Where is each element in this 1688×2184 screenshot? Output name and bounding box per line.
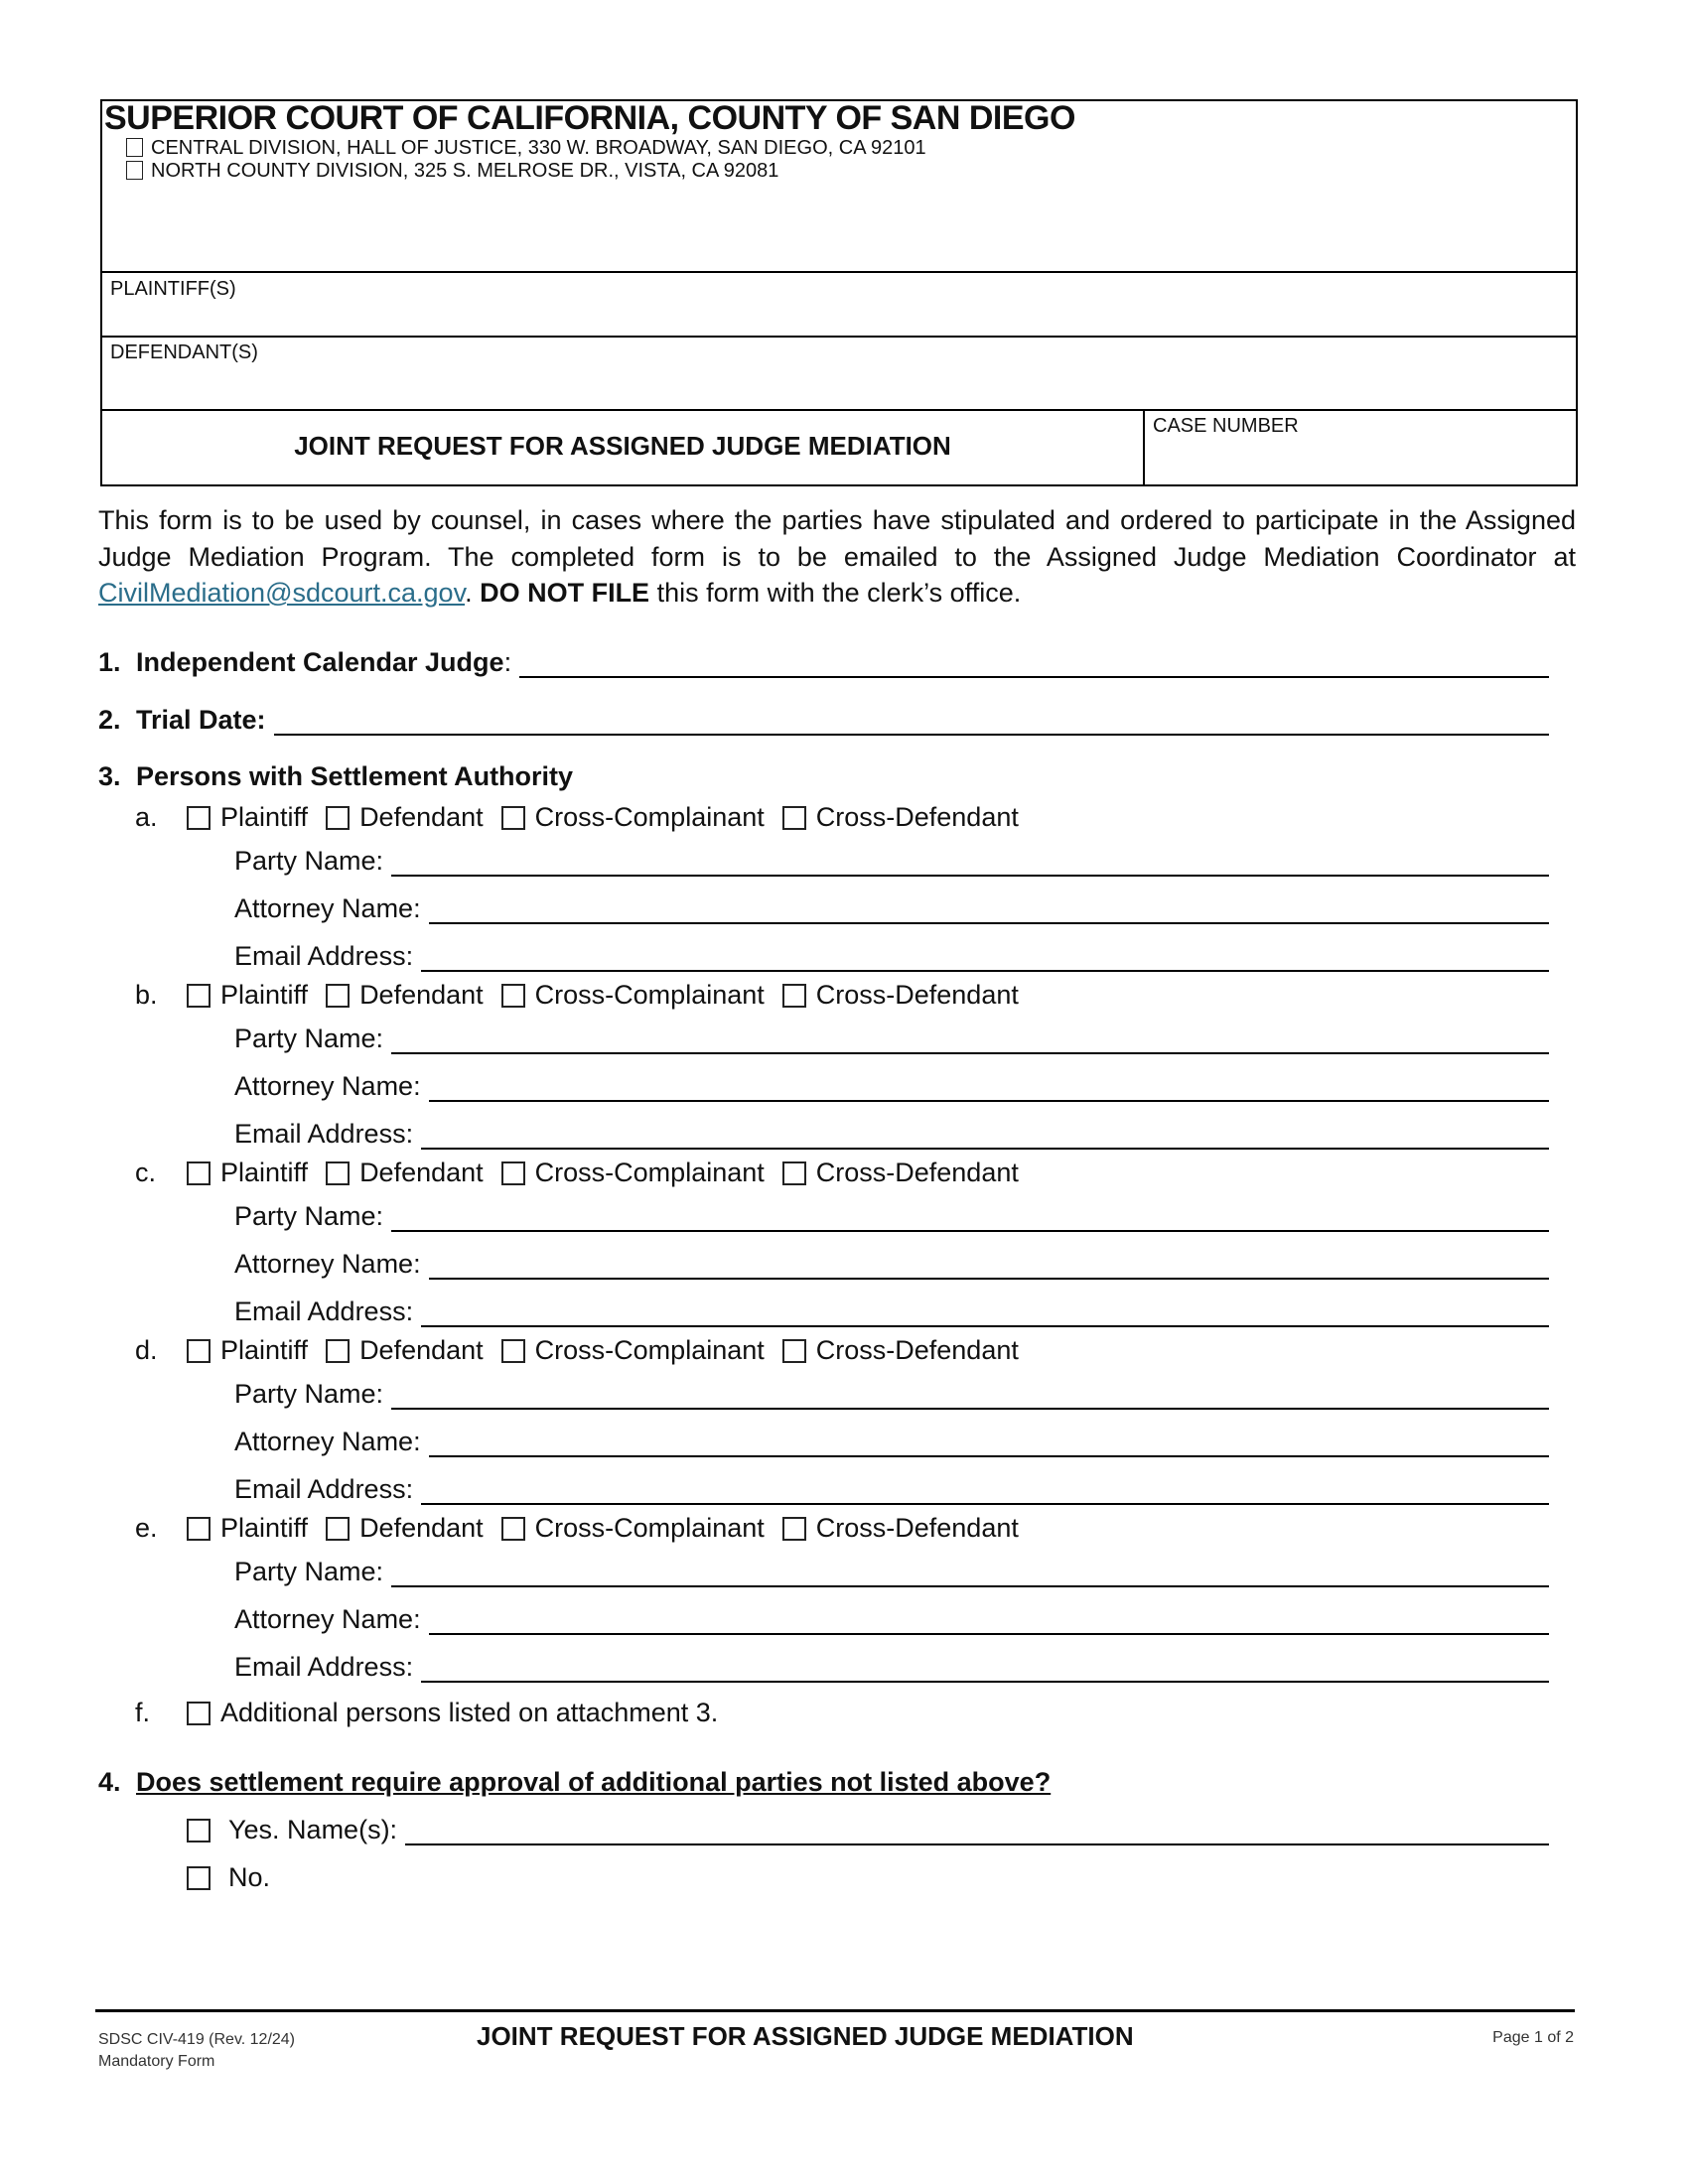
intro-text-sep: . <box>465 578 481 608</box>
party-letter: d. <box>135 1335 158 1365</box>
role-option <box>187 1335 308 1366</box>
do-not-file-warning: DO NOT FILE <box>480 578 650 608</box>
email-address-field[interactable] <box>421 1122 1549 1150</box>
attorney-name-field[interactable] <box>429 1430 1549 1457</box>
role-label: Plaintiff <box>220 1335 309 1365</box>
email-address-field[interactable] <box>421 1299 1549 1327</box>
role-checkbox-defendant[interactable] <box>326 984 350 1008</box>
footer-title: JOINT REQUEST FOR ASSIGNED JUDGE MEDIATION <box>477 2021 1134 2051</box>
plaintiff-field[interactable] <box>102 300 1576 334</box>
field-label: Attorney Name: <box>234 1427 421 1456</box>
field-label: Party Name: <box>234 846 384 876</box>
field-label: Attorney Name: <box>234 1249 421 1279</box>
field-label: Party Name: <box>234 1379 384 1409</box>
attorney-name-field[interactable] <box>429 1607 1549 1635</box>
field-label: Attorney Name: <box>234 1071 421 1101</box>
item-1-number: 1. <box>98 647 121 677</box>
coordinator-email-link[interactable]: CivilMediation@sdcourt.ca.gov <box>98 578 466 608</box>
court-name: SUPERIOR COURT OF CALIFORNIA, COUNTY OF SAN DIEGO <box>104 99 1075 137</box>
role-option <box>501 802 765 833</box>
independent-calendar-judge-field[interactable] <box>519 650 1549 678</box>
intro-text-end: this form with the clerk’s office. <box>649 578 1022 608</box>
party-letter: e. <box>135 1513 158 1543</box>
item-1-label: Independent Calendar Judge <box>136 647 504 677</box>
role-option <box>326 1158 484 1188</box>
central-division-checkbox[interactable] <box>126 138 143 157</box>
role-checkbox-defendant[interactable] <box>326 1339 350 1363</box>
role-label: Cross-Defendant <box>815 802 1019 832</box>
trial-date-field[interactable] <box>274 708 1549 736</box>
party-3-field-row <box>234 1474 1549 1505</box>
role-checkbox-plaintiff[interactable] <box>187 1161 211 1185</box>
case-number-label: CASE NUMBER <box>1153 415 1299 437</box>
party-0-field-row <box>234 846 1549 877</box>
field-label: Party Name: <box>234 1201 384 1231</box>
yes-checkbox[interactable] <box>187 1819 211 1843</box>
item-3f <box>135 1698 718 1728</box>
additional-persons-checkbox[interactable] <box>187 1702 211 1725</box>
footer-divider <box>95 2009 1575 2012</box>
role-label: Cross-Defendant <box>815 1513 1019 1543</box>
role-checkbox-defendant[interactable] <box>326 1161 350 1185</box>
role-label: Cross-Complainant <box>534 1335 765 1365</box>
footer-left <box>98 2029 295 2073</box>
plaintiff-label: PLAINTIFF(S) <box>110 278 236 300</box>
role-checkbox-plaintiff[interactable] <box>187 984 211 1008</box>
party-2-roles <box>135 1158 1037 1188</box>
item-2 <box>98 705 1549 736</box>
role-checkbox-cross-defendant[interactable] <box>782 806 806 830</box>
role-option <box>187 980 308 1011</box>
party-1-field-row <box>234 1119 1549 1150</box>
role-option <box>326 1335 484 1366</box>
role-label: Defendant <box>359 1158 484 1187</box>
role-option <box>782 802 1019 833</box>
field-label: Party Name: <box>234 1557 384 1586</box>
role-label: Cross-Complainant <box>534 1158 765 1187</box>
role-checkbox-cross-defendant[interactable] <box>782 984 806 1008</box>
item-4-yes <box>187 1815 1549 1845</box>
page-number: Page 1 of 2 <box>1492 2029 1574 2046</box>
item-3-heading <box>98 761 573 792</box>
role-label: Cross-Complainant <box>534 1513 765 1543</box>
field-label: Email Address: <box>234 1119 414 1149</box>
item-3-label: Persons with Settlement Authority <box>136 761 574 791</box>
field-label: Attorney Name: <box>234 1604 421 1634</box>
central-division-label: CENTRAL DIVISION, HALL OF JUSTICE, 330 W. BROADWAY, SAN DIEGO, CA 92101 <box>151 137 926 159</box>
role-checkbox-cross-complainant[interactable] <box>501 1339 525 1363</box>
party-letter: c. <box>135 1158 157 1187</box>
party-3-field-row <box>234 1379 1549 1410</box>
yes-label: Yes. Name(s): <box>228 1815 398 1844</box>
role-checkbox-cross-complainant[interactable] <box>501 984 525 1008</box>
party-4-field-row <box>234 1557 1549 1587</box>
item-4-number: 4. <box>98 1767 121 1797</box>
party-2-field-row <box>234 1297 1549 1327</box>
role-label: Plaintiff <box>220 1158 309 1187</box>
role-option <box>326 980 484 1011</box>
role-option <box>782 1335 1019 1366</box>
email-address-field[interactable] <box>421 1655 1549 1683</box>
field-label: Email Address: <box>234 1652 414 1682</box>
party-3-roles <box>135 1335 1037 1366</box>
role-label: Defendant <box>359 980 484 1010</box>
party-3-field-row <box>234 1427 1549 1457</box>
north-county-division-checkbox[interactable] <box>126 161 143 180</box>
role-label: Cross-Complainant <box>534 980 765 1010</box>
role-checkbox-cross-complainant[interactable] <box>501 1517 525 1541</box>
role-label: Cross-Defendant <box>815 1335 1019 1365</box>
caption-box <box>100 99 1578 486</box>
role-label: Plaintiff <box>220 802 309 832</box>
role-label: Defendant <box>359 1513 484 1543</box>
role-checkbox-defendant[interactable] <box>326 1517 350 1541</box>
party-name-field[interactable] <box>391 849 1549 877</box>
item-2-label: Trial Date: <box>136 705 266 735</box>
role-option <box>782 1513 1019 1544</box>
field-label: Email Address: <box>234 1297 414 1326</box>
email-address-field[interactable] <box>421 1477 1549 1505</box>
party-0-field-row <box>234 941 1549 972</box>
role-checkbox-cross-defendant[interactable] <box>782 1339 806 1363</box>
intro-paragraph <box>98 502 1576 612</box>
defendant-field[interactable] <box>102 365 1576 405</box>
attorney-name-field[interactable] <box>429 1074 1549 1102</box>
party-name-field[interactable] <box>391 1560 1549 1587</box>
party-name-field[interactable] <box>391 1204 1549 1232</box>
party-0-field-row <box>234 893 1549 924</box>
party-4-field-row <box>234 1604 1549 1635</box>
mandatory-form-label: Mandatory Form <box>98 2053 215 2070</box>
role-checkbox-plaintiff[interactable] <box>187 1339 211 1363</box>
no-checkbox[interactable] <box>187 1866 211 1890</box>
email-address-field[interactable] <box>421 944 1549 972</box>
field-label: Party Name: <box>234 1024 384 1053</box>
role-option <box>501 1158 765 1188</box>
role-label: Cross-Defendant <box>815 980 1019 1010</box>
party-4-roles <box>135 1513 1037 1544</box>
item-3-number: 3. <box>98 761 121 791</box>
role-option <box>782 980 1019 1011</box>
item-1 <box>98 647 1549 678</box>
attorney-name-field[interactable] <box>429 896 1549 924</box>
item-4 <box>98 1767 1051 1798</box>
role-label: Plaintiff <box>220 1513 309 1543</box>
role-option <box>501 980 765 1011</box>
attorney-name-field[interactable] <box>429 1252 1549 1280</box>
role-option <box>782 1158 1019 1188</box>
role-checkbox-defendant[interactable] <box>326 806 350 830</box>
role-checkbox-cross-complainant[interactable] <box>501 806 525 830</box>
party-4-field-row <box>234 1652 1549 1683</box>
role-option <box>501 1335 765 1366</box>
item-2-number: 2. <box>98 705 121 735</box>
item-3f-letter: f. <box>135 1698 151 1727</box>
party-name-field[interactable] <box>391 1382 1549 1410</box>
form-id: SDSC CIV-419 (Rev. 12/24) <box>98 2031 296 2048</box>
form-title: JOINT REQUEST FOR ASSIGNED JUDGE MEDIATION <box>294 431 951 461</box>
case-number-field[interactable] <box>1147 439 1576 484</box>
north-county-division-label: NORTH COUNTY DIVISION, 325 S. MELROSE DR., VISTA, CA 92081 <box>151 160 779 182</box>
role-option <box>501 1513 765 1544</box>
role-option <box>187 802 308 833</box>
additional-persons-label: Additional persons listed on attachment 3. <box>220 1698 719 1727</box>
field-label: Email Address: <box>234 1474 414 1504</box>
party-1-field-row <box>234 1071 1549 1102</box>
role-option <box>326 802 484 833</box>
role-option <box>187 1158 308 1188</box>
item-4-label: Does settlement require approval of additional parties not listed above? <box>136 1767 1052 1797</box>
role-label: Defendant <box>359 802 484 832</box>
party-letter: b. <box>135 980 158 1010</box>
party-2-field-row <box>234 1201 1549 1232</box>
item-4-no <box>187 1862 270 1893</box>
role-checkbox-cross-defendant[interactable] <box>782 1517 806 1541</box>
role-checkbox-cross-defendant[interactable] <box>782 1161 806 1185</box>
party-letter: a. <box>135 802 158 832</box>
role-checkbox-cross-complainant[interactable] <box>501 1161 525 1185</box>
party-name-field[interactable] <box>391 1026 1549 1054</box>
item-1-colon: : <box>503 647 512 677</box>
field-label: Attorney Name: <box>234 893 421 923</box>
role-option <box>326 1513 484 1544</box>
additional-parties-names-field[interactable] <box>405 1818 1549 1845</box>
role-label: Cross-Complainant <box>534 802 765 832</box>
party-0-roles <box>135 802 1037 833</box>
intro-text: This form is to be used by counsel, in cases where the parties have stipulated and ordered to participate in the Assigned Judge Mediation Program. The completed form is to be emailed to the Assigned Judge Mediation Coordinator at <box>98 505 1576 572</box>
role-label: Cross-Defendant <box>815 1158 1019 1187</box>
party-2-field-row <box>234 1249 1549 1280</box>
field-label: Email Address: <box>234 941 414 971</box>
role-option <box>187 1513 308 1544</box>
defendant-label: DEFENDANT(S) <box>110 341 258 363</box>
role-label: Defendant <box>359 1335 484 1365</box>
party-1-field-row <box>234 1024 1549 1054</box>
role-label: Plaintiff <box>220 980 309 1010</box>
party-1-roles <box>135 980 1037 1011</box>
role-checkbox-plaintiff[interactable] <box>187 806 211 830</box>
no-label: No. <box>228 1862 271 1892</box>
role-checkbox-plaintiff[interactable] <box>187 1517 211 1541</box>
